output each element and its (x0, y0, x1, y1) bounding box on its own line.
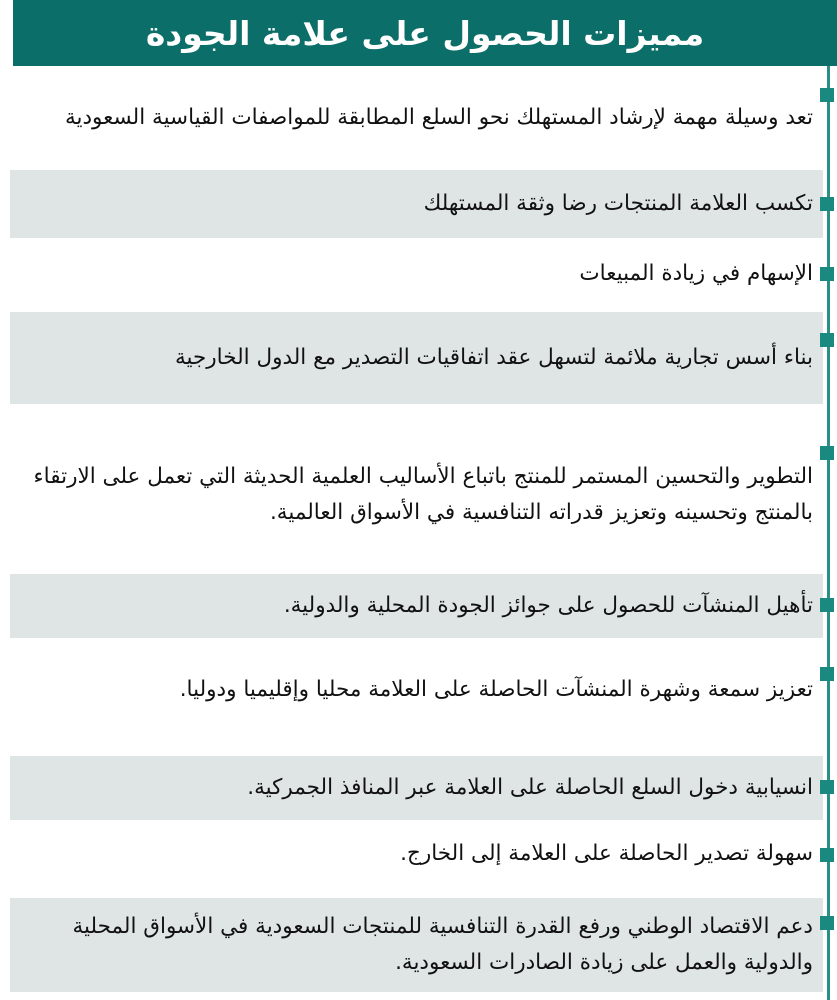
list-item-sales (10, 244, 823, 304)
list-item-consumer-trust (10, 170, 823, 238)
bullet-square-icon (820, 667, 834, 681)
list-item-customs (10, 756, 823, 820)
list-item-text: بناء أسس تجارية ملائمة لتسهل عقد اتفاقيات التصدير مع الدول الخارجية (174, 345, 813, 370)
list-item-export-ease (10, 824, 823, 884)
list-item-national-economy (10, 898, 823, 992)
list-item-text: سهولة تصدير الحاصلة على العلامة إلى الخارج. (400, 841, 813, 866)
bullet-square-icon (820, 916, 834, 930)
bullet-square-icon (820, 446, 834, 460)
bullet-square-icon (820, 780, 834, 794)
bullet-square-icon (820, 333, 834, 347)
list-item-text: انسيابية دخول السلع الحاصلة على العلامة عبر المنافذ الجمركية. (247, 775, 813, 800)
list-item-text: تعزيز سمعة وشهرة المنشآت الحاصلة على العلامة محليا وإقليميا ودوليا. (179, 677, 813, 702)
bullet-square-icon (820, 848, 834, 862)
list-item-reputation (10, 640, 823, 740)
list-item-export-agreements (10, 312, 823, 404)
list-item-text: تكسب العلامة المنتجات رضا وثقة المستهلك (423, 191, 813, 216)
list-item-guidance (10, 74, 823, 162)
list-item-development (10, 420, 823, 570)
list-item-text: تأهيل المنشآت للحصول على جوائز الجودة المحلية والدولية. (283, 593, 813, 618)
list-item-text: الإسهام في زيادة المبيعات (579, 261, 813, 286)
list-item-quality-awards (10, 574, 823, 638)
page-title: مميزات الحصول على علامة الجودة (145, 13, 705, 53)
bullet-square-icon (820, 267, 834, 281)
list-item-text: دعم الاقتصاد الوطني ورفع القدرة التنافسية للمنتجات السعودية في الأسواق المحلية والدولية والعمل على زيادة الصادرات السعودية. (72, 914, 813, 975)
bullet-square-icon (820, 88, 834, 102)
bullet-square-icon (820, 197, 834, 211)
list-item-text: تعد وسيلة مهمة لإرشاد المستهلك نحو السلع المطابقة للمواصفات القياسية السعودية (64, 105, 813, 130)
list-item-text: التطوير والتحسين المستمر للمنتج باتباع الأساليب العلمية الحديثة التي تعمل على الارتقاء بالمنتج وتحسينه وتعزيز قدراته التنافسية في الأسواق العالمية. (33, 464, 813, 525)
bullet-square-icon (820, 598, 834, 612)
title-banner (13, 0, 837, 66)
